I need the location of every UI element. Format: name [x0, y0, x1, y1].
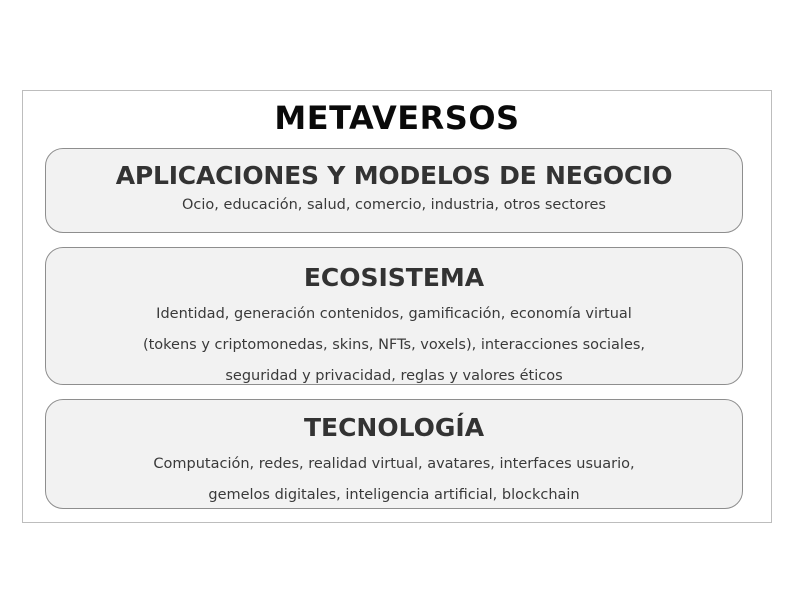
layer-ecosystem-line-3: seguridad y privacidad, reglas y valores éticos: [225, 368, 563, 384]
layer-ecosystem-box: [45, 247, 743, 385]
layer-ecosystem-line-2: (tokens y criptomonedas, skins, NFTs, voxels), interacciones sociales,: [142, 337, 646, 353]
diagram-title: METAVERSOS: [274, 99, 520, 137]
layer-applications-title: APLICACIONES Y MODELOS DE NEGOCIO: [115, 161, 673, 190]
layer-technology-line-2: gemelos digitales, inteligencia artificial, blockchain: [208, 487, 580, 503]
layer-technology-title: TECNOLOGÍA: [303, 413, 485, 442]
layer-ecosystem-title: ECOSISTEMA: [303, 263, 485, 292]
layer-applications-line-1: Ocio, educación, salud, comercio, industria, otros sectores: [182, 197, 606, 213]
layer-ecosystem-line-1: Identidad, generación contenidos, gamificación, economía virtual: [156, 306, 632, 322]
diagram-frame: [22, 90, 772, 523]
layer-technology-line-1: Computación, redes, realidad virtual, avatares, interfaces usuario,: [153, 456, 635, 472]
layer-technology-box: [45, 399, 743, 509]
layer-applications-box: [45, 148, 743, 233]
